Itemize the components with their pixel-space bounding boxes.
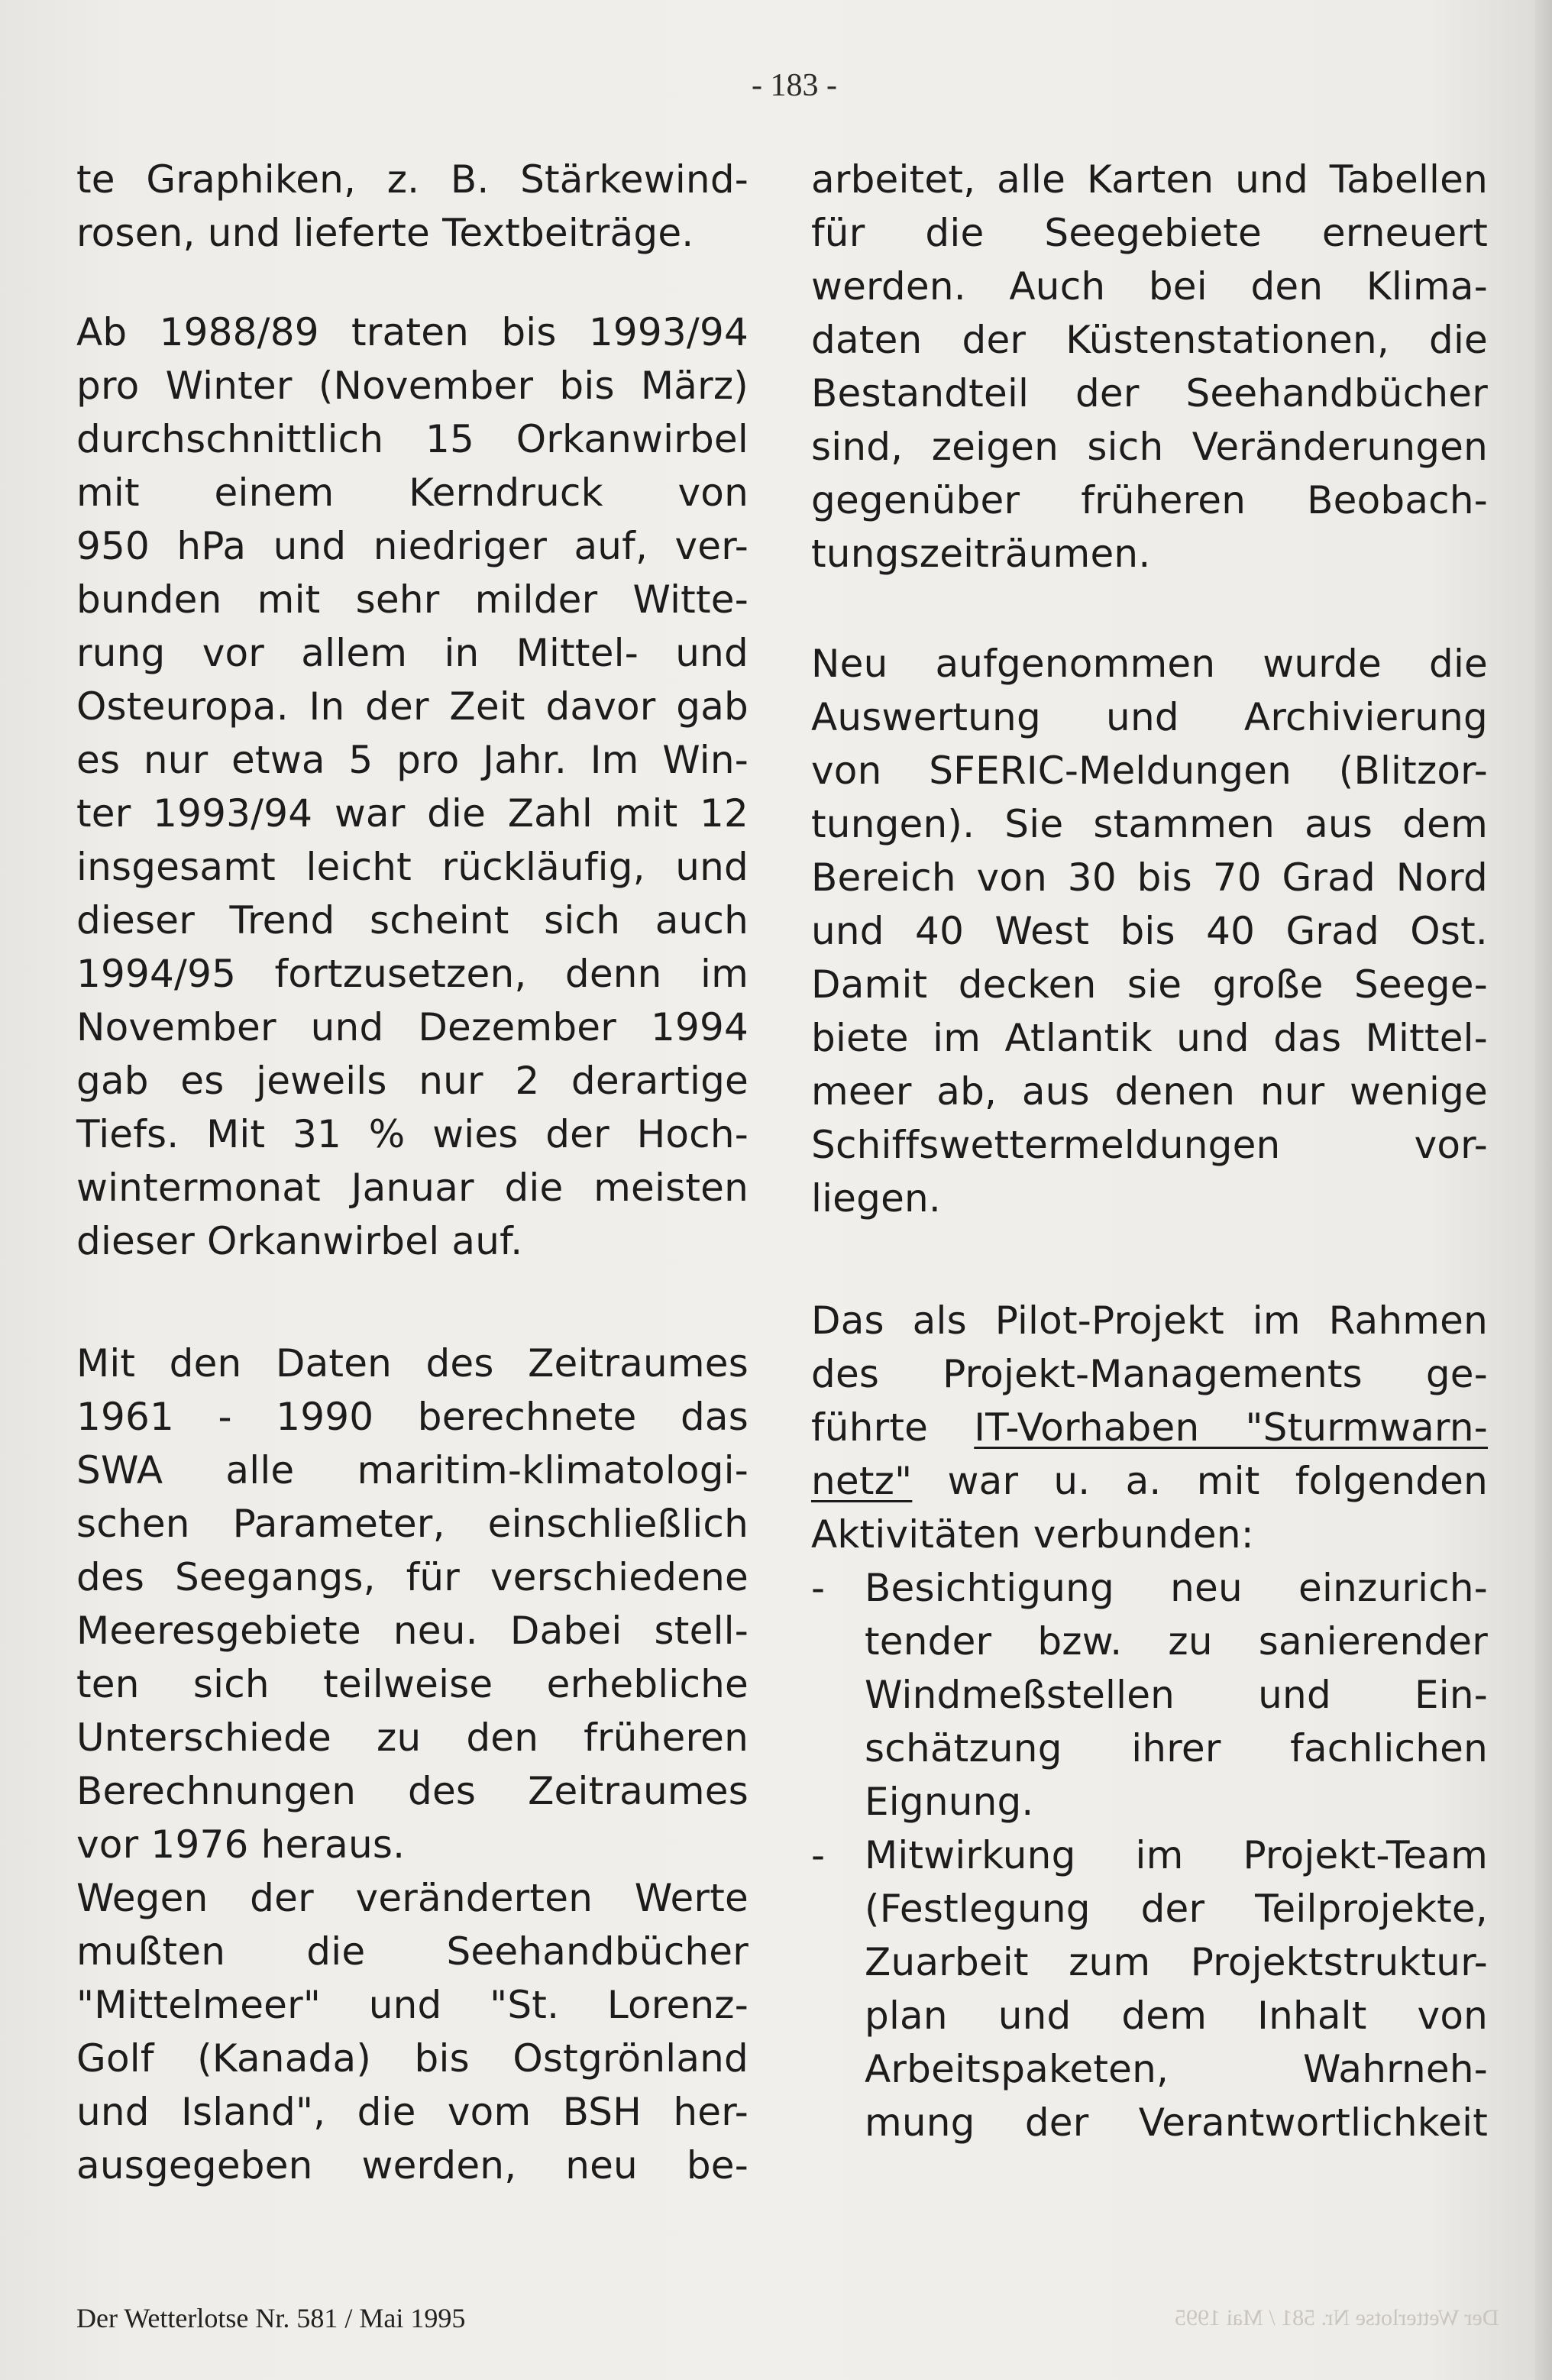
text-line: ten sich teilweise erhebliche [76, 1662, 749, 1706]
text-line: Arbeitspaketen, Wahrneh- [865, 2047, 1488, 2091]
text-line: gab es jeweils nur 2 derartige [76, 1059, 749, 1103]
text-line: SWA alle maritim-klimatologi- [76, 1448, 749, 1492]
page-footer: Der Wetterlotse Nr. 581 / Mai 1995 [76, 2303, 466, 2333]
text-line: Neu aufgenommen wurde die [811, 642, 1488, 686]
text-line: werden. Auch bei den Klima- [811, 264, 1488, 309]
list-dash: - [811, 1566, 826, 1610]
list-item [811, 1829, 1488, 2149]
text-line: tender bzw. zu sanierender [865, 1619, 1488, 1664]
text-line: Schiffswettermeldungen vor- [811, 1123, 1488, 1167]
text-line: mit einem Kerndruck von [76, 471, 749, 515]
text-line: tungszeiträumen. [811, 532, 1151, 576]
text-line: es nur etwa 5 pro Jahr. Im Win- [76, 738, 749, 782]
text-line: Ab 1988/89 traten bis 1993/94 [76, 310, 749, 354]
text-line: insgesamt leicht rückläufig, und [76, 845, 749, 889]
text-line: rung vor allem in Mittel- und [76, 631, 749, 675]
text-line: mung der Verantwortlichkeit [865, 2100, 1488, 2145]
text-line: mußten die Seehandbücher [76, 1929, 749, 1974]
text-line: Bestandteil der Seehandbücher [811, 371, 1488, 416]
text-line: daten der Küstenstationen, die [811, 318, 1488, 362]
text-line: rosen, und lieferte Textbeiträge. [76, 211, 694, 255]
right-paragraph-2 [811, 637, 1488, 1225]
underlined-project-name: IT-Vorhaben "Sturmwarn- [974, 1405, 1488, 1450]
text-line: Bereich von 30 bis 70 Grad Nord [811, 855, 1488, 900]
text-fragment: war u. a. mit folgenden [912, 1459, 1488, 1503]
text-line: Damit decken sie große Seege- [811, 962, 1488, 1007]
text-line: biete im Atlantik und das Mittel- [811, 1016, 1488, 1060]
text-line: schen Parameter, einschließlich [76, 1502, 749, 1546]
text-line: gegenüber früheren Beobach- [811, 478, 1488, 522]
text-line: 1961 - 1990 berechnete das [76, 1395, 749, 1439]
text-line: Mitwirkung im Projekt-Team [865, 1833, 1488, 1877]
text-line [811, 1401, 1488, 1454]
text-fragment: führte [811, 1405, 975, 1450]
text-line: für die Seegebiete erneuert [811, 211, 1488, 255]
text-line: Aktivitäten verbunden: [811, 1512, 1254, 1557]
text-line: Unterschiede zu den früheren [76, 1715, 749, 1760]
left-column [76, 153, 749, 2192]
text-line: bunden mit sehr milder Witte- [76, 577, 749, 622]
text-line: Tiefs. Mit 31 % wies der Hoch- [76, 1112, 749, 1156]
text-line: vor 1976 heraus. [76, 1822, 406, 1867]
right-paragraph-3 [811, 1294, 1488, 1561]
page-edge-shadow [1535, 0, 1552, 2380]
activity-list [811, 1561, 1488, 2149]
text-line: dieser Orkanwirbel auf. [76, 1219, 523, 1263]
left-paragraph-2 [76, 306, 749, 1268]
right-column [811, 153, 1488, 2149]
text-line: und Island", die vom BSH her- [76, 2090, 749, 2134]
text-line: Mit den Daten des Zeitraumes [76, 1341, 749, 1386]
text-line: wintermonat Januar die meisten [76, 1166, 749, 1210]
text-line: meer ab, aus denen nur wenige [811, 1069, 1488, 1114]
text-line: und 40 West bis 40 Grad Ost. [811, 909, 1488, 953]
text-line: schätzung ihrer fachlichen [865, 1726, 1488, 1770]
text-line: durchschnittlich 15 Orkanwirbel [76, 417, 749, 461]
text-line: 1994/95 fortzusetzen, denn im [76, 952, 749, 996]
text-line: ter 1993/94 war die Zahl mit 12 [76, 791, 749, 836]
list-item [811, 1561, 1488, 1829]
text-line [811, 1454, 1488, 1508]
text-line: 950 hPa und niedriger auf, ver- [76, 524, 749, 568]
text-line: Osteuropa. In der Zeit davor gab [76, 684, 749, 729]
text-line: Windmeßstellen und Ein- [865, 1673, 1488, 1717]
text-line: (Festlegung der Teilprojekte, [865, 1887, 1488, 1931]
text-line: Eignung. [865, 1780, 1034, 1824]
text-line: liegen. [811, 1176, 942, 1221]
list-dash: - [811, 1833, 826, 1877]
text-line: plan und dem Inhalt von [865, 1994, 1488, 2038]
text-line: arbeitet, alle Karten und Tabellen [811, 157, 1488, 202]
text-line: Golf (Kanada) bis Ostgrönland [76, 2036, 749, 2081]
text-line: des Seegangs, für verschiedene [76, 1555, 749, 1599]
text-line: sind, zeigen sich Veränderungen [811, 425, 1488, 469]
text-line: Zuarbeit zum Projektstruktur- [865, 1940, 1488, 1984]
bleed-through-footer: Der Wetterlotse Nr. 581 / Mai 1995 [1174, 2305, 1499, 2330]
text-line: von SFERIC-Meldungen (Blitzor- [811, 749, 1488, 793]
text-line: Berechnungen des Zeitraumes [76, 1769, 749, 1813]
left-paragraph-4 [76, 1871, 749, 2192]
right-paragraph-1 [811, 153, 1488, 580]
text-line: "Mittelmeer" und "St. Lorenz- [76, 1983, 749, 2027]
text-line: Meeresgebiete neu. Dabei stell- [76, 1609, 749, 1653]
text-line: November und Dezember 1994 [76, 1005, 749, 1049]
page-number: - 183 - [752, 68, 837, 103]
text-line: tungen). Sie stammen aus dem [811, 802, 1488, 846]
text-line: dieser Trend scheint sich auch [76, 898, 749, 943]
left-paragraph-3 [76, 1337, 749, 1871]
text-line: Besichtigung neu einzurich- [865, 1566, 1488, 1610]
text-line: te Graphiken, z. B. Stärkewind- [76, 157, 749, 202]
text-line: Wegen der veränderten Werte [76, 1876, 749, 1920]
text-line: pro Winter (November bis März) [76, 364, 749, 408]
text-line: des Projekt-Managements ge- [811, 1352, 1488, 1396]
text-line: Das als Pilot-Projekt im Rahmen [811, 1298, 1488, 1343]
text-line: ausgegeben werden, neu be- [76, 2143, 749, 2188]
underlined-project-name: netz" [811, 1459, 913, 1503]
left-paragraph-1 [76, 153, 749, 260]
text-line: Auswertung und Archivierung [811, 695, 1488, 739]
